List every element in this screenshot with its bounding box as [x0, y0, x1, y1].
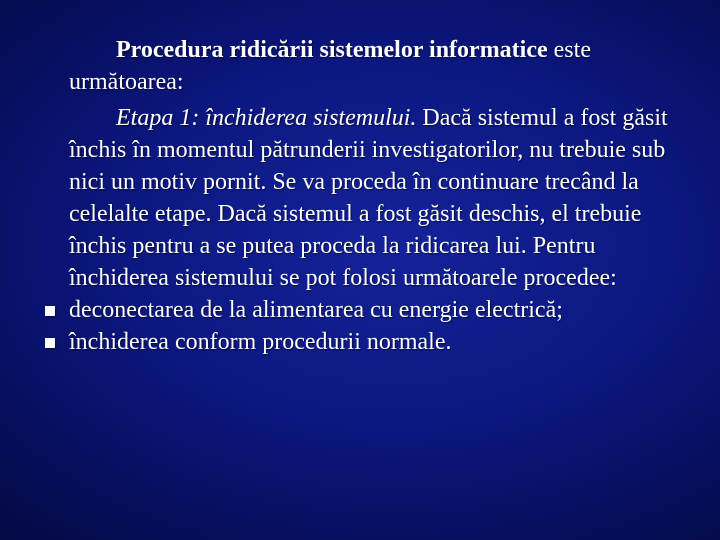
bullet-item-1: [69, 294, 699, 326]
bullet-text-1: deconectarea de la alimentarea cu energie electrică;: [69, 297, 563, 323]
intro-rest-text: este următoarea:: [69, 37, 591, 95]
intro-paragraph: [69, 34, 699, 98]
square-bullet-icon: [45, 306, 55, 316]
bullet-item-2: [69, 326, 699, 358]
intro-bold-text: Procedura ridicării sistemelor informatice: [116, 37, 548, 63]
slide-text-block: [69, 34, 699, 358]
stage-1-rest-text: Dacă sistemul a fost găsit închis în momentul pătrunderii investigatorilor, nu trebuie sub nici un motiv pornit. Se va proceda în continuare trecând la celelalte etape. Dacă sistemul a fost găsit deschis, el trebuie închis pentru a se putea proceda la ridicarea lui. Pentru închiderea sistemului se pot folosi următoarele procedee:: [69, 105, 668, 291]
square-bullet-icon: [45, 338, 55, 348]
stage-1-italic-text: Etapa 1: închiderea sistemului.: [116, 105, 417, 131]
stage-1-paragraph: [69, 102, 699, 294]
bullet-text-2: închiderea conform procedurii normale.: [69, 329, 452, 355]
